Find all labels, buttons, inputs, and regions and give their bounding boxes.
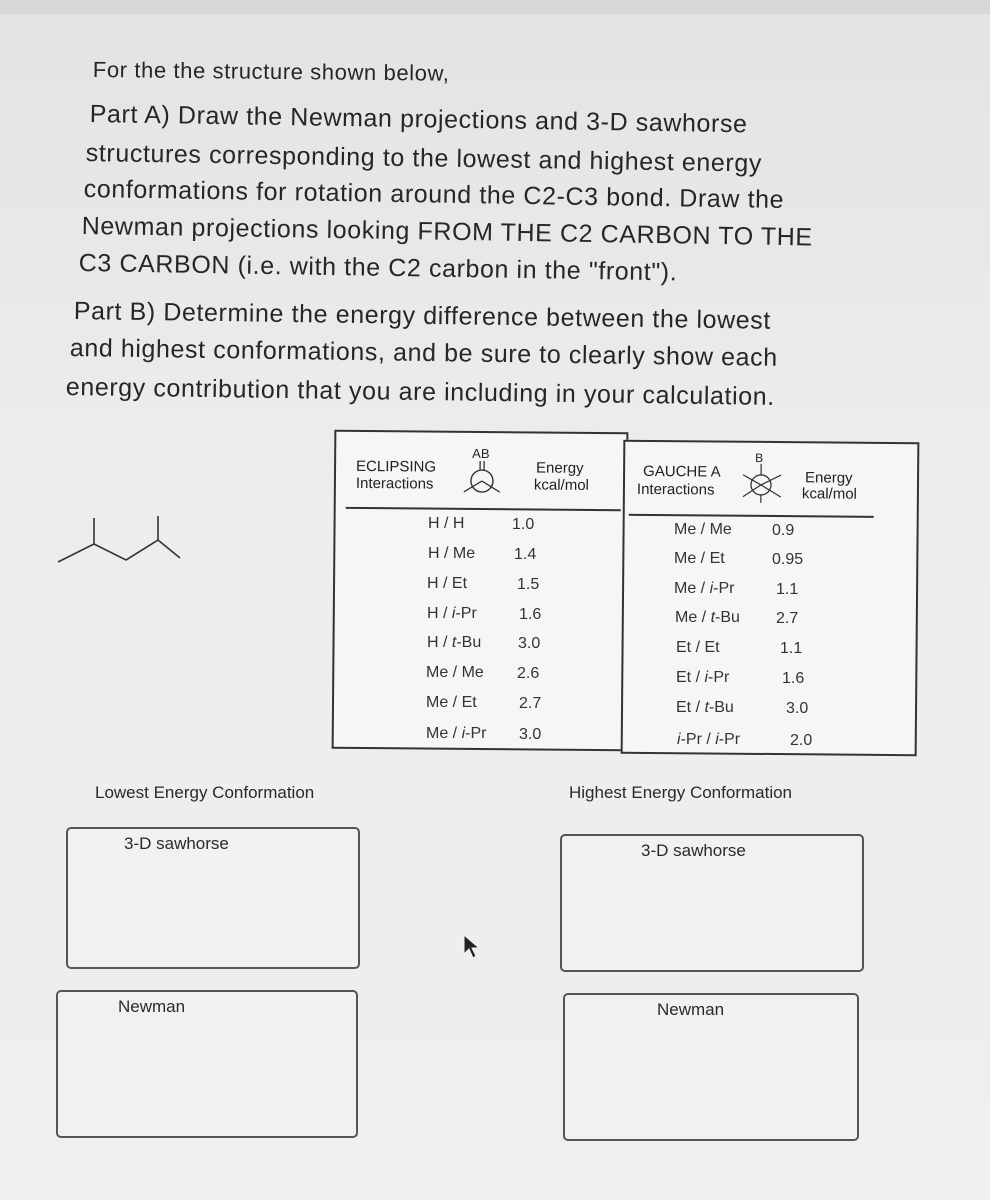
eclipsing-energy-6: 2.6 bbox=[517, 665, 540, 682]
skeletal-structure-icon bbox=[56, 510, 186, 570]
alkyl-prefix: i bbox=[715, 731, 719, 748]
eclipsing-energy-2: 1.4 bbox=[514, 546, 537, 563]
alkyl-prefix: i bbox=[677, 731, 681, 748]
gauche-energy-6: 1.6 bbox=[782, 670, 805, 687]
gauche-energy-1: 0.9 bbox=[772, 522, 795, 539]
lowest-sawhorse-label: 3-D sawhorse bbox=[124, 834, 229, 853]
gauche-energy-3: 1.1 bbox=[776, 581, 799, 598]
eclipsing-interaction-4-text: H / i-Pr bbox=[427, 605, 477, 622]
gauche-interaction-1: Me / Me bbox=[674, 521, 732, 538]
alkyl-prefix: i bbox=[704, 669, 709, 686]
eclipsing-icon-label: AB bbox=[472, 445, 490, 462]
eclipsing-energy-1: 1.0 bbox=[512, 516, 535, 533]
mouse-pointer-icon bbox=[462, 934, 482, 960]
eclipsing-interaction-3: H / Et bbox=[427, 575, 468, 592]
part-b-line-2: and highest conformations, and be sure to clearly show each bbox=[69, 334, 778, 372]
part-b-line-3: energy contribution that you are including in your calculation. bbox=[65, 373, 775, 411]
eclipsing-header-rule bbox=[346, 507, 621, 511]
gauche-header-rule bbox=[629, 514, 874, 518]
alkyl-prefix: t bbox=[710, 609, 716, 626]
highest-energy-title: Highest Energy Conformation bbox=[569, 783, 793, 802]
alkyl-prefix: t bbox=[704, 699, 709, 716]
alkyl-prefix: t bbox=[451, 634, 457, 651]
gauche-interaction-4: Me / t-Bu bbox=[675, 609, 740, 626]
eclipsing-interaction-1: H / H bbox=[428, 515, 465, 532]
gauche-energy-label: Energy bbox=[804, 469, 853, 487]
highest-newman-label: Newman bbox=[657, 1000, 725, 1019]
gauche-title: GAUCHE A bbox=[643, 462, 721, 481]
gauche-energy-7: 3.0 bbox=[786, 700, 809, 717]
lowest-newman-answer-box[interactable] bbox=[56, 990, 358, 1138]
question-intro: For the the structure shown below, bbox=[92, 57, 450, 86]
eclipsing-interactions-table bbox=[332, 430, 629, 752]
gauche-energy-2: 0.95 bbox=[772, 551, 804, 568]
part-a-line-3: conformations for rotation around the C2-C3 bond. Draw the bbox=[83, 175, 785, 214]
eclipsing-interaction-4 bbox=[427, 605, 477, 623]
alkyl-prefix: i bbox=[461, 725, 466, 742]
part-a-line-2: structures corresponding to the lowest and highest energy bbox=[85, 139, 763, 178]
eclipsing-interaction-6: Me / Me bbox=[426, 664, 484, 681]
gauche-interaction-8: i-Pr / i-Pr bbox=[677, 731, 741, 748]
eclipsing-energy-3: 1.5 bbox=[517, 576, 540, 593]
gauche-interaction-7: Et / t-Bu bbox=[676, 699, 734, 716]
gauche-energy-4: 2.7 bbox=[776, 610, 799, 627]
eclipsing-interaction-2: H / Me bbox=[428, 545, 476, 562]
gauche-interaction-5: Et / Et bbox=[676, 639, 720, 656]
eclipsing-energy-label: Energy bbox=[535, 459, 584, 477]
part-a-line-1: Part A) Draw the Newman projections and 3-D sawhorse bbox=[89, 100, 748, 139]
gauche-interaction-6: Et / i-Pr bbox=[676, 669, 730, 686]
eclipsing-interaction-8: Me / i-Pr bbox=[426, 725, 487, 742]
eclipsing-unit-label: kcal/mol bbox=[533, 476, 590, 494]
gauche-interactions-table bbox=[621, 440, 920, 757]
gauche-subtitle: Interactions bbox=[636, 480, 715, 499]
alkyl-prefix: i bbox=[709, 580, 714, 597]
lowest-energy-title: Lowest Energy Conformation bbox=[95, 783, 315, 802]
part-a-line-5: C3 CARBON (i.e. with the C2 carbon in the "front"). bbox=[78, 249, 678, 287]
gauche-energy-8: 2.0 bbox=[790, 732, 813, 749]
gauche-icon-label: B bbox=[755, 450, 764, 465]
page-top-edge bbox=[0, 0, 990, 14]
eclipsing-energy-7: 2.7 bbox=[519, 695, 542, 712]
gauche-energy-5: 1.1 bbox=[780, 640, 803, 657]
eclipsing-title: ECLIPSING bbox=[356, 457, 437, 476]
eclipsing-energy-5: 3.0 bbox=[518, 635, 541, 652]
eclipsing-interaction-5: H / t-Bu bbox=[427, 634, 482, 651]
eclipsing-subtitle: Interactions bbox=[355, 474, 434, 493]
eclipsing-interaction-7: Me / Et bbox=[426, 694, 477, 711]
staggered-newman-icon bbox=[737, 463, 789, 503]
eclipsing-energy-8: 3.0 bbox=[519, 726, 542, 743]
eclipsed-newman-icon bbox=[462, 461, 502, 497]
gauche-interaction-3: Me / i-Pr bbox=[674, 580, 735, 597]
part-a-line-4: Newman projections looking FROM THE C2 CARBON TO THE bbox=[81, 212, 813, 252]
gauche-interaction-2: Me / Et bbox=[674, 550, 725, 567]
lowest-newman-label: Newman bbox=[118, 997, 186, 1016]
highest-sawhorse-label: 3-D sawhorse bbox=[641, 841, 746, 860]
alkyl-prefix: i bbox=[451, 605, 456, 622]
eclipsing-energy-4: 1.6 bbox=[519, 606, 542, 623]
part-b-line-1: Part B) Determine the energy difference between the lowest bbox=[73, 297, 772, 335]
gauche-unit-label: kcal/mol bbox=[801, 485, 857, 503]
